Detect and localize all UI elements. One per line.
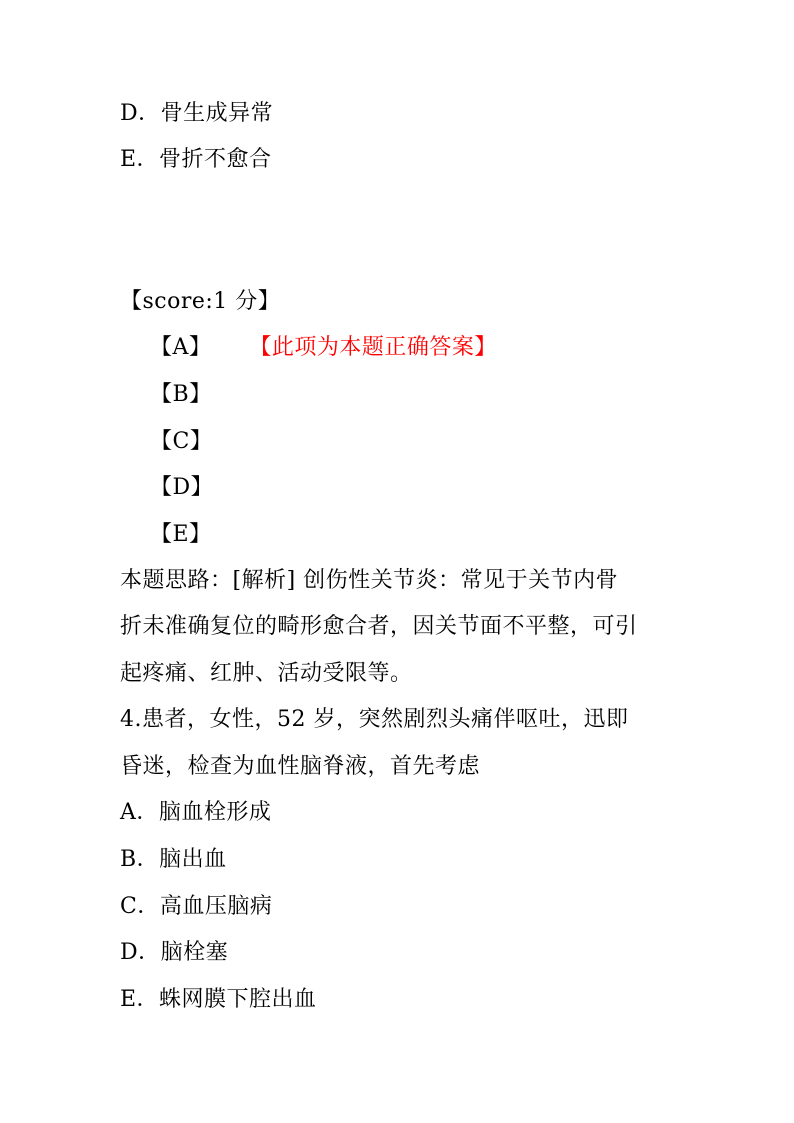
answer-key-d: 【D】: [150, 475, 214, 500]
explanation-line-2: 折未准确复位的畸形愈合者，因关节面不平整，可引: [120, 614, 638, 639]
question4-line-2: 昏迷，检查为血性脑脊液，首先考虑: [120, 754, 481, 779]
prev-option-d: D．骨生成异常: [120, 101, 274, 126]
answer-key-c: 【C】: [150, 429, 213, 454]
q4-option-e: E．蛛网膜下腔出血: [120, 987, 317, 1012]
answer-key-a: 【A】: [150, 335, 212, 360]
answer-key-b: 【B】: [150, 382, 212, 407]
answer-key-e: 【E】: [150, 522, 212, 547]
explanation-line-1: 本题思路：[解析] 创伤性关节炎：常见于关节内骨: [120, 568, 619, 593]
correct-answer-mark: 【此项为本题正确答案】: [249, 335, 497, 360]
explanation-line-3: 起疼痛、红肿、活动受限等。: [120, 661, 413, 686]
q4-option-b: B．脑出血: [120, 847, 227, 872]
question4-line-1: 4.患者，女性，52 岁，突然剧烈头痛伴呕吐，迅即: [120, 707, 629, 732]
q4-option-d: D．脑栓塞: [120, 940, 229, 965]
q4-option-a: A．脑血栓形成: [120, 800, 272, 825]
answer-row-a: [150, 334, 497, 362]
score-label: 【score:1 分】: [120, 289, 281, 314]
q4-option-c: C．高血压脑病: [120, 894, 273, 919]
prev-option-e: E．骨折不愈合: [120, 147, 272, 172]
